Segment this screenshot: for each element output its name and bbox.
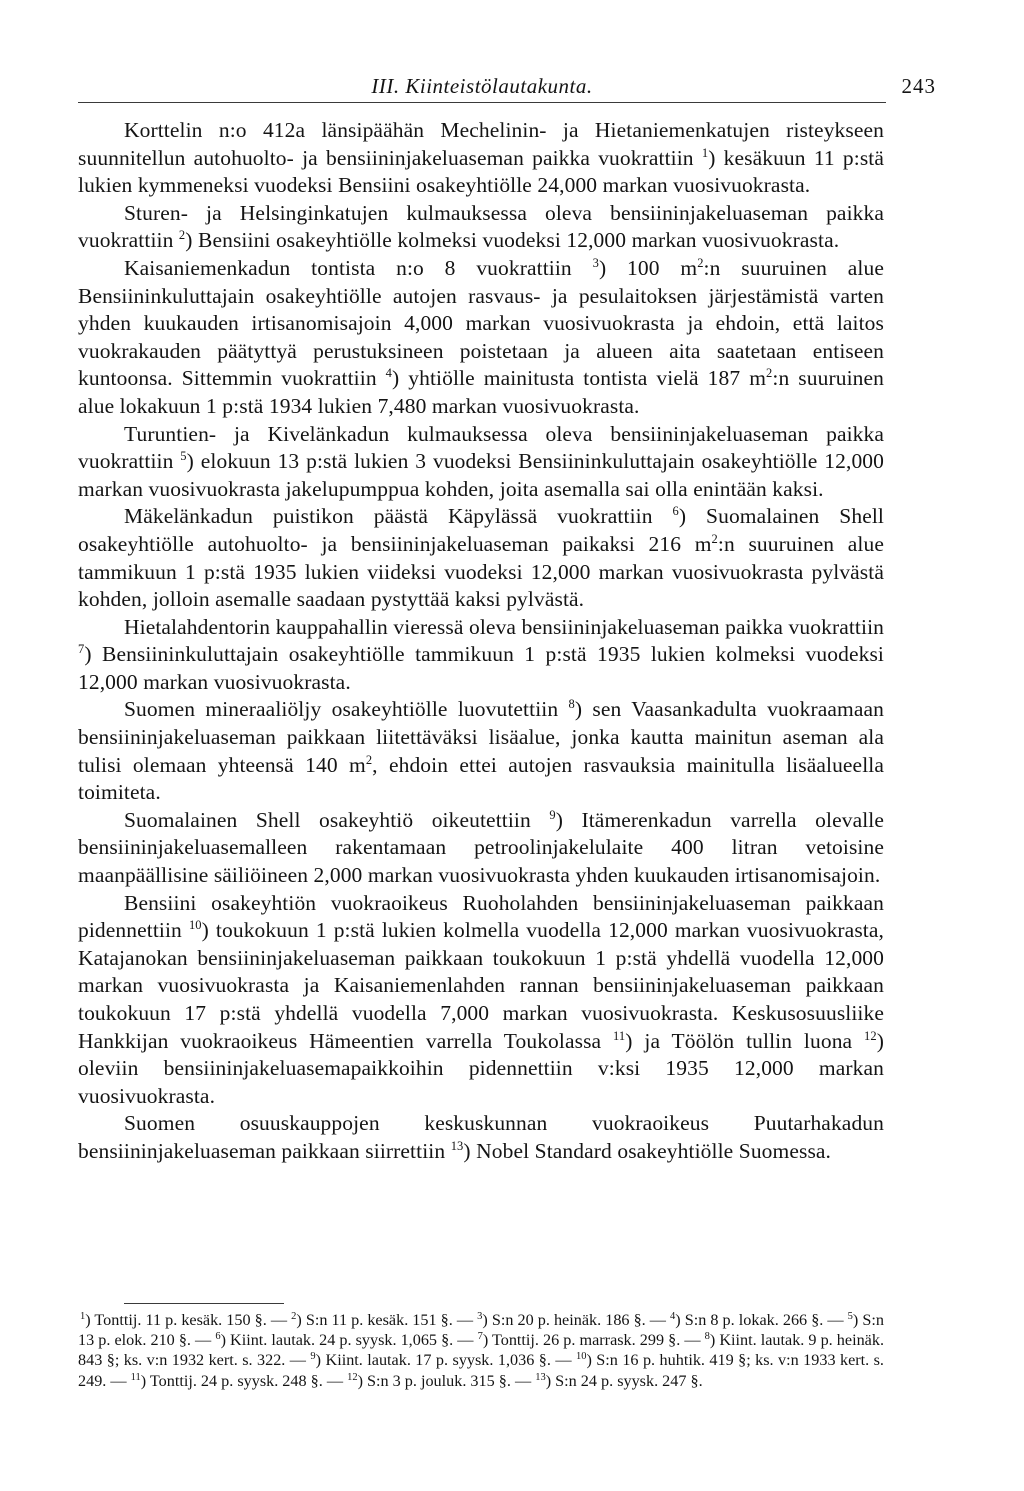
- text-run: ) kesäkuun 11 p:stä lukien kymmeneksi vuodeksi Bensiini osakeyhtiölle 24,000 markan vuosivuokrasta.: [78, 145, 885, 198]
- paragraph: [78, 807, 884, 890]
- paragraph: [78, 255, 884, 421]
- footnote-marker: 4: [670, 1311, 676, 1322]
- running-head: [78, 68, 936, 103]
- footnote-marker: 2: [697, 255, 704, 270]
- footnote-marker: 6: [215, 1331, 221, 1343]
- paragraph: [78, 890, 884, 1111]
- paragraph: [78, 421, 884, 504]
- footnote-marker: 5: [180, 449, 187, 464]
- text-run: Suomen mineraaliöljy osakeyhtiölle luovutettiin: [124, 697, 569, 722]
- footnote-divider: [124, 1303, 284, 1304]
- text-run: Turuntien- ja Kivelänkadun kulmauksessa oleva bensiininjakeluaseman paikka vuokrattiin: [78, 421, 884, 474]
- text-run: ) S:n 13 p. elok. 210 §. —: [78, 1311, 884, 1350]
- footnote-marker: 1: [80, 1311, 86, 1322]
- text-run: Suomen osuuskauppojen keskuskunnan vuokraoikeus Puutarhakadun bensiininjakeluaseman paikkaan siirrettiin: [78, 1111, 884, 1163]
- text-run: ) Bensiini osakeyhtiölle kolmeksi vuodeksi 12,000 markan vuosivuokrasta.: [185, 228, 840, 253]
- text-run: :n suuruinen alue lokakuun 1 p:stä 1934 lukien 7,480 markan vuosivuokrasta.: [78, 366, 884, 418]
- footnote-marker: 5: [847, 1311, 853, 1322]
- text-run: :n suuruinen alue Bensiininkuluttajain osakeyhtiölle autojen rasvaus- ja pesulaitoksen järjestämistä varten yhden kuukauden irtisanomisajoin 4,000 markan vuosivuokrasta ja ehdoin, että laitos vuokrakauden päätyttyä perustuksineen poistetaan ja alueen aita saatetaan entiseen kuntoonsa. Sittemmin vuokrattiin: [78, 255, 884, 391]
- footnote-marker: 12: [864, 1028, 877, 1043]
- text-run: ) S:n 3 p. jouluk. 315 §. —: [357, 1371, 536, 1390]
- text-run: ) Kiint. lautak. 9 p. heinäk. 843 §; ks. v:n 1932 kert. s. 322. —: [78, 1331, 884, 1370]
- text-run: ) Kiint. lautak. 24 p. syysk. 1,065 §. —: [220, 1331, 478, 1350]
- paragraph: [78, 200, 884, 255]
- text-run: Korttelin n:o 412a länsipäähän Mechelinin- ja Hietaniemenkatujen risteykseen suunnitellun autohuolto- ja bensiininjakeluaseman paikka vuokrattiin: [78, 118, 884, 170]
- footnote-marker: 7: [78, 642, 85, 657]
- footnote-marker: 2: [711, 531, 718, 546]
- text-run: ) Tonttij. 11 p. kesäk. 150 §. —: [85, 1311, 292, 1329]
- footnote-marker: 13: [450, 1138, 464, 1153]
- text-run: ) S:n 8 p. lokak. 266 §. —: [675, 1311, 848, 1329]
- footnote-marker: 2: [766, 366, 773, 381]
- text-run: Mäkelänkadun puistikon päästä Käpylässä vuokrattiin: [124, 504, 673, 529]
- text-run: ) oleviin bensiininjakeluasemapaikkoihin pidennettiin v:ksi 1935 12,000 markan vuosivuokrasta.: [78, 1028, 884, 1108]
- text-run: ) S:n 11 p. kesäk. 151 §. —: [296, 1311, 478, 1329]
- text-run: ) S:n 24 p. syysk. 247 §.: [545, 1371, 703, 1390]
- text-run: ) Kiint. lautak. 17 p. syysk. 1,036 §. —: [315, 1351, 576, 1370]
- text-run: Sturen- ja Helsinginkatujen kulmauksessa oleva bensiininjakeluaseman paikka vuokrattiin: [78, 200, 884, 253]
- footnote-marker: 10: [188, 918, 202, 933]
- paragraph: [78, 117, 884, 200]
- footnote-marker: 8: [568, 697, 575, 712]
- text-run: ) Itämerenkadun varrella olevalle bensiininjakeluasemalleen rakentamaan petroolinjakelulaite 400 litran vetoisine maanpäällisine säiliöineen 2,000 markan vuosivuokrasta yhden kuukauden irtisanomisajoin.: [78, 807, 884, 888]
- footnote-marker: 9: [549, 807, 556, 822]
- text-run: ) yhtiölle mainitusta tontista vielä 187 m: [392, 366, 767, 391]
- text-run: ) ja Töölön tullin luona: [625, 1028, 865, 1053]
- footnote-marker: 3: [477, 1311, 483, 1322]
- text-run: ) sen Vaasankadulta vuokraamaan bensiininjakeluaseman paikkaan liitettäväksi lisäalue, jonka kautta mainitun aseman ala tulisi olemaan yhteensä 140 m: [78, 697, 884, 777]
- footnote-marker: 11: [130, 1371, 141, 1383]
- text-run: ) Tonttij. 26 p. marrask. 299 §. —: [482, 1331, 705, 1350]
- text-run: :n suuruinen alue tammikuun 1 p:stä 1935 lukien viideksi vuodeksi 12,000 markan vuosivuokrasta pylvästä kohden, jolloin asemalle saadaan pystyttää kaksi pylvästä.: [78, 531, 884, 612]
- page-number: 243: [901, 74, 936, 98]
- footnote-marker: 4: [385, 366, 393, 381]
- footnote-marker: 1: [701, 145, 709, 160]
- text-run: ) Nobel Standard osakeyhtiölle Suomessa.: [463, 1138, 832, 1163]
- footnote-marker: 10: [575, 1351, 587, 1363]
- paragraph: [78, 1110, 884, 1165]
- paragraph: [78, 614, 884, 697]
- footnote-marker: 2: [178, 228, 186, 243]
- footnote-marker: 2: [365, 752, 373, 767]
- footnote-marker: 3: [592, 255, 599, 270]
- footnote-marker: 13: [535, 1371, 546, 1383]
- paragraph: [78, 696, 884, 806]
- paragraph: [78, 503, 884, 613]
- text-run: ) 100 m: [598, 255, 698, 280]
- footnote-marker: 12: [347, 1371, 358, 1383]
- text-run: ) Bensiininkuluttajain osakeyhtiölle tammikuun 1 p:stä 1935 lukien kolmeksi vuodeksi 12,000 markan vuosivuokrasta.: [78, 642, 884, 694]
- footnote-marker: 11: [613, 1028, 626, 1043]
- text-run: ) elokuun 13 p:stä lukien 3 vuodeksi Bensiininkuluttajain osakeyhtiölle 12,000 markan vuosivuokrasta jakelupumppua kohden, joita asemalla sai olla enintään kaksi.: [78, 449, 884, 501]
- footnote-marker: 6: [672, 504, 679, 519]
- text-run: Kaisaniemenkadun tontista n:o 8 vuokrattiin: [124, 255, 593, 280]
- text-run: Hietalahdentorin kauppahallin vieressä oleva bensiininjakeluaseman paikka vuokrattiin: [124, 614, 884, 639]
- text-run: ) S:n 16 p. huhtik. 419 §; ks. v:n 1933 kert. s. 249. —: [78, 1351, 884, 1390]
- footnote-marker: 9: [310, 1351, 316, 1363]
- footnote-marker: 2: [291, 1311, 297, 1322]
- text-run: Suomalainen Shell osakeyhtiö oikeutettiin: [124, 807, 550, 832]
- footnotes: [78, 1303, 884, 1391]
- text-run: Bensiini osakeyhtiön vuokraoikeus Ruoholahden bensiininjakeluaseman paikkaan pidennettiin: [78, 890, 884, 943]
- text-run: ) S:n 20 p. heinäk. 186 §. —: [482, 1311, 671, 1329]
- text-run: ) Tonttij. 24 p. syysk. 248 §. —: [140, 1371, 348, 1390]
- footnote-text: [78, 1310, 884, 1391]
- text-run: ) Suomalainen Shell osakeyhtiölle autohuolto- ja bensiininjakeluaseman paikaksi 216 m: [78, 504, 884, 556]
- footnote-marker: 7: [477, 1331, 483, 1343]
- footnote-marker: 8: [704, 1331, 710, 1343]
- body-text: [78, 117, 884, 1166]
- text-run: ) toukokuun 1 p:stä lukien kolmella vuodella 12,000 markan vuosivuokrasta, Katajanokan bensiininjakeluaseman paikkaan toukokuun 1 p:stä yhdellä vuodella 12,000 markan vuosivuokrasta ja Kaisaniemenlahden rannan bensiininjakeluaseman paikkaan toukokuun 17 p:stä yhdellä vuodella 7,000 markan vuosivuokrasta. Keskusosuusliike Hankkijan vuokraoikeus Hämeentien varrella Toukolassa: [78, 918, 884, 1053]
- running-head-title: III. Kiinteistölautakunta.: [371, 74, 593, 98]
- text-run: , ehdoin ettei autojen rasvauksia mainitulla lisäalueella toimiteta.: [78, 752, 884, 805]
